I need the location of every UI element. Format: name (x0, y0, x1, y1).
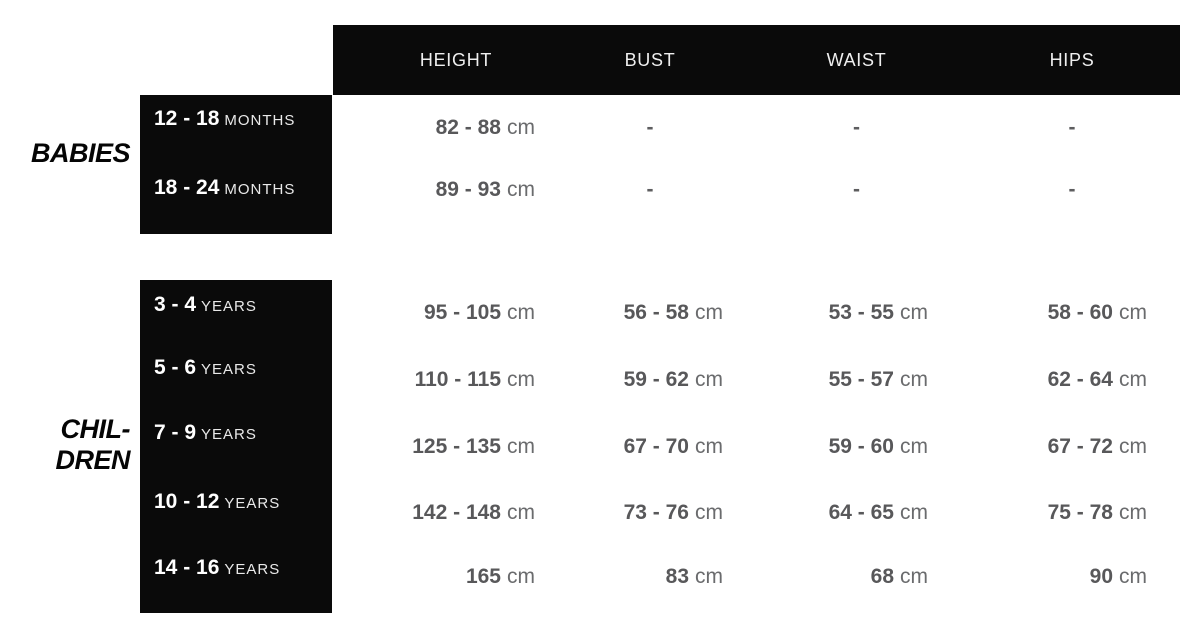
hips-value: 67 - 72 (1047, 435, 1113, 458)
height-value: 142 - 148 (412, 501, 501, 524)
waist-cell (749, 427, 964, 467)
height-value: 82 - 88 (435, 116, 501, 139)
table-row (333, 427, 1180, 467)
hips-cell (964, 493, 1180, 533)
height-cell (333, 427, 551, 467)
waist-value: 64 - 65 (828, 501, 894, 524)
age-unit: YEARS (201, 426, 257, 443)
waist-cell (749, 360, 964, 400)
section-label-line: CHIL- (60, 414, 130, 444)
age-row (154, 168, 328, 208)
table-row (333, 360, 1180, 400)
height-cell (333, 108, 551, 148)
age-value: 18 - 24 (154, 176, 220, 199)
table-row (333, 293, 1180, 333)
hips-value: 90 (1089, 565, 1113, 588)
age-value: 14 - 16 (154, 556, 220, 579)
height-value: 125 - 135 (412, 435, 501, 458)
height-cell (333, 493, 551, 533)
column-header-hips: HIPS (1049, 49, 1095, 70)
height-cell (333, 360, 551, 400)
bust-cell (551, 557, 749, 597)
height-unit: cm (507, 178, 535, 201)
bust-value: 83 (665, 565, 689, 588)
height-value: 110 - 115 (414, 368, 501, 391)
age-value: 3 - 4 (154, 293, 197, 316)
table-row (333, 493, 1180, 533)
bust-cell: - (646, 116, 654, 139)
waist-cell: - (853, 116, 860, 139)
waist-unit: cm (900, 565, 928, 588)
hips-value: 75 - 78 (1047, 501, 1113, 524)
waist-cell (749, 557, 964, 597)
waist-value: 68 (870, 565, 894, 588)
waist-unit: cm (900, 301, 928, 324)
table-row (333, 557, 1180, 597)
bust-unit: cm (695, 368, 723, 391)
height-value: 165 (465, 565, 501, 588)
age-value: 7 - 9 (154, 421, 197, 444)
waist-cell (749, 493, 964, 533)
height-unit: cm (507, 501, 535, 524)
bust-unit: cm (695, 435, 723, 458)
hips-unit: cm (1119, 501, 1147, 524)
height-unit: cm (507, 435, 535, 458)
bust-cell: - (646, 178, 654, 201)
bust-unit: cm (695, 301, 723, 324)
hips-cell (964, 557, 1180, 597)
section-label-children (0, 414, 130, 476)
height-unit: cm (507, 116, 535, 139)
age-unit: YEARS (201, 361, 257, 378)
age-value: 12 - 18 (154, 107, 220, 130)
bust-unit: cm (695, 501, 723, 524)
age-unit: YEARS (201, 298, 257, 315)
bust-cell (551, 493, 749, 533)
hips-cell (964, 293, 1180, 333)
hips-unit: cm (1119, 301, 1147, 324)
height-unit: cm (507, 301, 535, 324)
age-value: 5 - 6 (154, 356, 197, 379)
waist-cell (749, 293, 964, 333)
bust-value: 73 - 76 (623, 501, 689, 524)
hips-unit: cm (1119, 435, 1147, 458)
hips-value: 62 - 64 (1047, 368, 1113, 391)
age-row (154, 99, 328, 139)
age-row (154, 413, 328, 453)
age-row (154, 548, 328, 588)
hips-cell (964, 360, 1180, 400)
section-label-line: DREN (55, 445, 130, 475)
bust-cell (551, 427, 749, 467)
height-unit: cm (507, 368, 535, 391)
waist-value: 55 - 57 (828, 368, 894, 391)
waist-value: 59 - 60 (828, 435, 894, 458)
age-unit: MONTHS (224, 181, 296, 198)
bust-value: 67 - 70 (623, 435, 689, 458)
hips-unit: cm (1119, 565, 1147, 588)
waist-unit: cm (900, 435, 928, 458)
column-header-waist: WAIST (826, 49, 887, 70)
bust-cell (551, 360, 749, 400)
column-header-height: HEIGHT (419, 49, 493, 70)
waist-unit: cm (900, 501, 928, 524)
hips-cell: - (1068, 178, 1076, 201)
hips-value: 58 - 60 (1047, 301, 1113, 324)
age-unit: MONTHS (224, 112, 296, 129)
height-unit: cm (507, 565, 535, 588)
waist-cell: - (853, 178, 860, 201)
hips-unit: cm (1119, 368, 1147, 391)
bust-value: 56 - 58 (623, 301, 689, 324)
bust-unit: cm (695, 565, 723, 588)
babies-age-box (140, 95, 332, 234)
table-header (333, 25, 1180, 95)
age-row (154, 348, 328, 388)
hips-cell: - (1068, 116, 1076, 139)
waist-unit: cm (900, 368, 928, 391)
height-cell (333, 170, 551, 210)
waist-value: 53 - 55 (828, 301, 894, 324)
age-unit: YEARS (224, 495, 281, 512)
height-cell (333, 293, 551, 333)
age-value: 10 - 12 (154, 490, 220, 513)
height-cell (333, 557, 551, 597)
age-row (154, 285, 328, 325)
hips-cell (964, 427, 1180, 467)
section-label-babies: BABIES (30, 138, 130, 168)
bust-cell (551, 293, 749, 333)
table-row (333, 108, 1180, 148)
bust-value: 59 - 62 (623, 368, 689, 391)
height-value: 95 - 105 (423, 301, 501, 324)
children-age-box (140, 280, 332, 613)
age-unit: YEARS (224, 561, 281, 578)
height-value: 89 - 93 (435, 178, 501, 201)
column-header-bust: BUST (624, 49, 676, 70)
table-row (333, 170, 1180, 210)
age-row (154, 482, 328, 522)
